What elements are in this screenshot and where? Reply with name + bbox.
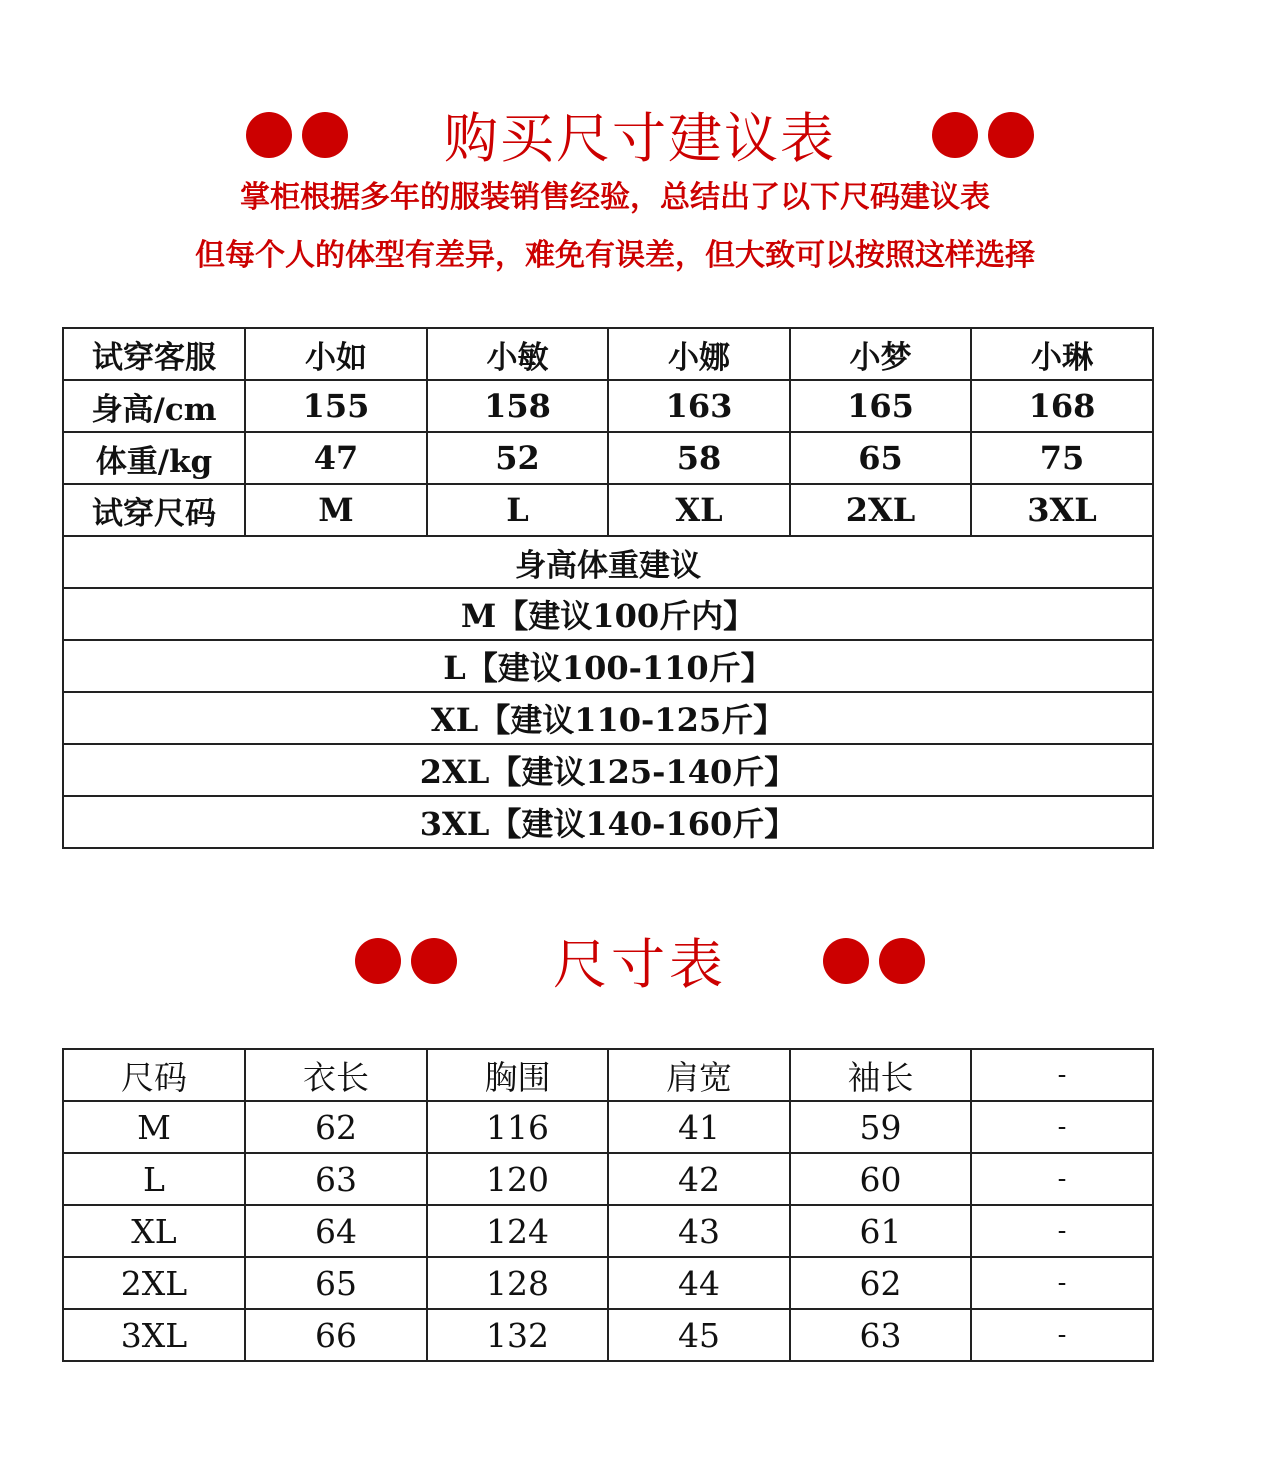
table-cell: 62	[245, 1101, 427, 1153]
table-header-row	[63, 1049, 1153, 1101]
intro-note-2: 但每个人的体型有差异，难免有误差，但大致可以按照这样选择	[195, 238, 1035, 273]
table-cell: 155	[245, 380, 427, 432]
table-cell: -	[971, 1257, 1153, 1309]
suggestion-2xl: 2XL【建议125-140斤】	[63, 744, 1153, 796]
table-cell: M	[245, 484, 427, 536]
table-cell: 158	[427, 380, 608, 432]
table-cell: 75	[971, 432, 1153, 484]
table-row	[63, 1257, 1153, 1309]
suggestion-3xl: 3XL【建议140-160斤】	[63, 796, 1153, 848]
suggestion-title-row	[63, 536, 1153, 588]
header-cell: 小琳	[971, 328, 1153, 380]
intro-note-1: 掌柜根据多年的服装销售经验，总结出了以下尺码建议表	[240, 180, 990, 215]
row-label: 体重/kg	[63, 432, 245, 484]
table-cell: 168	[971, 380, 1153, 432]
row-label: 试穿尺码	[63, 484, 245, 536]
table-cell: 45	[608, 1309, 790, 1361]
red-dots-right	[932, 112, 1034, 158]
suggestion-row	[63, 640, 1153, 692]
table-cell: 52	[427, 432, 608, 484]
table-cell: 43	[608, 1205, 790, 1257]
page-title: 购买尺寸建议表	[444, 107, 836, 170]
size-label: L	[63, 1153, 245, 1205]
table-cell: -	[971, 1153, 1153, 1205]
table-cell: 59	[790, 1101, 971, 1153]
red-dot-icon	[823, 938, 869, 984]
header-cell: 小梦	[790, 328, 971, 380]
table-row	[63, 484, 1153, 536]
table-cell: 42	[608, 1153, 790, 1205]
suggestion-l: L【建议100-110斤】	[63, 640, 1153, 692]
header-cell: 尺码	[63, 1049, 245, 1101]
header-cell: 肩宽	[608, 1049, 790, 1101]
table-row	[63, 1309, 1153, 1361]
header-cell: 袖长	[790, 1049, 971, 1101]
section-heading-size-advice	[0, 96, 1280, 173]
table-cell: -	[971, 1205, 1153, 1257]
size-chart-table	[62, 1048, 1154, 1362]
table-cell: 128	[427, 1257, 608, 1309]
table-cell: 41	[608, 1101, 790, 1153]
table-row	[63, 1205, 1153, 1257]
table-cell: 47	[245, 432, 427, 484]
suggestion-row	[63, 744, 1153, 796]
red-dot-icon	[302, 112, 348, 158]
table-cell: 124	[427, 1205, 608, 1257]
red-dots-left	[355, 938, 457, 984]
size-label: 3XL	[63, 1309, 245, 1361]
red-dots-left	[246, 112, 348, 158]
size-label: XL	[63, 1205, 245, 1257]
table-cell: 163	[608, 380, 790, 432]
table-cell: 116	[427, 1101, 608, 1153]
table-cell: 2XL	[790, 484, 971, 536]
red-dot-icon	[411, 938, 457, 984]
red-dot-icon	[246, 112, 292, 158]
table-cell: 3XL	[971, 484, 1153, 536]
row-label: 身高/cm	[63, 380, 245, 432]
table-cell: 64	[245, 1205, 427, 1257]
red-dot-icon	[879, 938, 925, 984]
size-chart-title: 尺寸表	[553, 933, 727, 996]
suggestion-row	[63, 588, 1153, 640]
header-cell: 小如	[245, 328, 427, 380]
table-row	[63, 1153, 1153, 1205]
table-cell: 66	[245, 1309, 427, 1361]
table-cell: 65	[245, 1257, 427, 1309]
table-cell: 61	[790, 1205, 971, 1257]
suggestion-m: M【建议100斤内】	[63, 588, 1153, 640]
table-cell: 58	[608, 432, 790, 484]
table-row	[63, 1101, 1153, 1153]
table-cell: 132	[427, 1309, 608, 1361]
table-cell: -	[971, 1309, 1153, 1361]
size-label: 2XL	[63, 1257, 245, 1309]
table-cell: 60	[790, 1153, 971, 1205]
header-cell: 胸围	[427, 1049, 608, 1101]
table-cell: 62	[790, 1257, 971, 1309]
red-dots-right	[823, 938, 925, 984]
table-cell: L	[427, 484, 608, 536]
header-cell: -	[971, 1049, 1153, 1101]
size-label: M	[63, 1101, 245, 1153]
table-cell: 120	[427, 1153, 608, 1205]
header-cell: 试穿客服	[63, 328, 245, 380]
table-cell: -	[971, 1101, 1153, 1153]
suggestion-xl: XL【建议110-125斤】	[63, 692, 1153, 744]
table-header-row	[63, 328, 1153, 380]
suggestion-title: 身高体重建议	[63, 536, 1153, 588]
red-dot-icon	[355, 938, 401, 984]
section-heading-size-chart	[0, 922, 1280, 999]
header-cell: 小娜	[608, 328, 790, 380]
table-cell: 65	[790, 432, 971, 484]
model-fit-table	[62, 327, 1154, 849]
suggestion-row	[63, 692, 1153, 744]
red-dot-icon	[988, 112, 1034, 158]
header-cell: 衣长	[245, 1049, 427, 1101]
red-dot-icon	[932, 112, 978, 158]
suggestion-row	[63, 796, 1153, 848]
table-row	[63, 380, 1153, 432]
table-cell: XL	[608, 484, 790, 536]
table-cell: 44	[608, 1257, 790, 1309]
header-cell: 小敏	[427, 328, 608, 380]
table-cell: 165	[790, 380, 971, 432]
table-row	[63, 432, 1153, 484]
table-cell: 63	[245, 1153, 427, 1205]
table-cell: 63	[790, 1309, 971, 1361]
